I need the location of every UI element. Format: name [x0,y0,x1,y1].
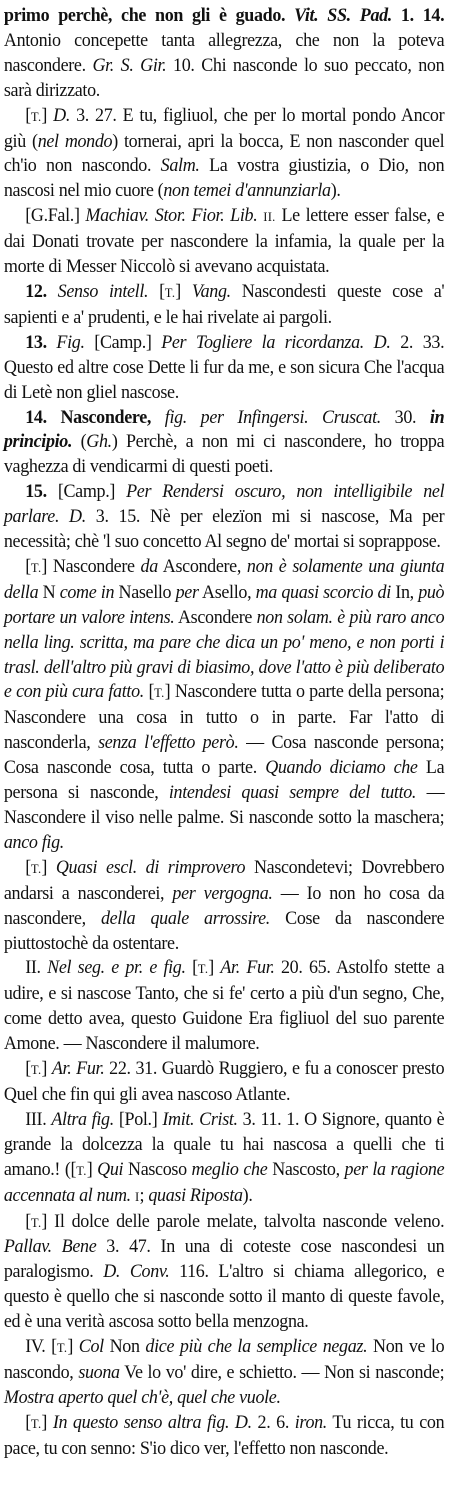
text-run: Ar. Fur. [220,957,275,979]
text-run: Non ve lo nascondo, [3,1336,445,1383]
text-run: 3. 47. In una di coteste cose nascondesi un paralogismo. [3,1236,445,1283]
text-run: senza l'effetto però. [98,732,239,754]
text-run: Antonio concepette tanta allegrezza, che non la poteva nascondere. [3,29,445,76]
text-run: ] [67,1336,79,1358]
text-run: Nascondetevi; Dovrebbero andarsi a nasconderei, [3,856,445,904]
text-run: [ [25,1411,31,1433]
entry-paragraph [4,331,444,406]
text-run: 116. L'altro si chiama allegorico, e questo è quello che si nasconde sotto il manto di queste favole, ed è una verità ascosa sotto bella menzogna. [3,1261,445,1333]
text-run: ma quasi scorcio di [255,581,391,603]
text-run: I [135,1188,140,1204]
text-run: III. [25,1108,52,1130]
text-run: ] [41,1058,52,1080]
text-run: Nasello [114,581,176,603]
entry-paragraph [4,4,444,104]
text-run: per [175,581,199,603]
text-run: [ [25,856,31,878]
text-run [59,506,69,527]
text-run: Ve lo vo' dire, e schietto. — Non si nasconde; [119,1361,445,1383]
text-run: [ [25,1058,31,1080]
text-run [364,332,374,353]
entry-paragraph [4,204,444,280]
text-run: Non [103,1336,146,1358]
text-run: T. [154,685,165,701]
text-run: ). [242,1184,253,1206]
text-run: T. [30,1062,42,1078]
text-run: intendesi quasi sempre del tutto. [168,782,417,804]
entry-paragraph [4,1335,444,1411]
entry-paragraph [4,956,444,1057]
text-run: D. Conv. [103,1261,170,1283]
text-run: D. [373,331,391,353]
entry-paragraph [4,406,444,481]
text-run: T. [30,1415,42,1431]
text-run: ] [41,856,56,878]
text-run: ) tornerai, apri la bocca, E non nasconder quel ch'io non nascondo. [3,130,445,177]
text-run: II. [263,209,276,225]
text-run: 3. 11. 1. O Signore, quanto è grande la dolcezza la quale tu hai nascosa a quelli che ti amano.! ([ [3,1108,445,1180]
text-run: Salm. [160,155,200,177]
text-run: La vostra giustizia, o Dio, non nascosi nel mio cuore ( [3,155,445,202]
text-run: Senso intell. [57,280,149,302]
text-run: Gr. S. Gir. [92,54,167,76]
text-run: 3. 15. Nè per elezïon mi si nascose, Ma per necessità; chè 'l suo concetto Al segno de' mortai si soprappose. [3,506,445,553]
text-run: fig. per Infingersi. Cruscat. [164,406,381,428]
text-run: Ascondere, [157,555,247,577]
entry-paragraph [4,280,444,331]
text-run: in principio. [3,406,445,453]
text-run: ] Nascondere [41,555,141,577]
text-run: ). [330,180,341,202]
text-run: ] [41,104,54,126]
text-run: — Io non ho cosa da nascondere, [3,882,445,929]
text-run: ] Nascondere tutta o parte della persona; Nascondere una cosa in tutto o in parte. Far l'atto di nasconderla, [3,681,445,754]
text-run: Ascondere [174,606,257,628]
text-run: Nascondesti queste cose a' sapienti e a' prudenti, e le hai rivelate ai pargoli. [3,280,445,328]
text-run: 10. Chi nasconde lo suo peccato, non sarà dirizzato. [3,54,445,101]
text-run: ] [41,1411,53,1433]
text-run: Ar. Fur. [51,1058,105,1080]
text-run: D. [234,1411,252,1433]
text-run: 1. [391,5,423,26]
entry-paragraph [4,104,444,205]
text-run: quasi Riposta [148,1184,243,1206]
text-run: ; [139,1184,149,1206]
text-run: Quando diciamo che [265,757,418,779]
text-run: Vang. [191,280,231,302]
text-run: Qui [97,1158,124,1180]
text-run: 15. [25,481,58,503]
entry-paragraph [4,1411,444,1462]
text-run: Machiav. Stor. Fior. Lib. [85,205,258,227]
text-run: non solam. è più raro anco nella ling. scritta, ma pare che dica un po' meno, e non porti i trasl. dell'altro più gravi di biasimo, dove l'atto è più deliberato e con più cura fatto. [3,606,445,703]
text-run: dice più che la semplice negaz. [145,1336,368,1358]
entry-paragraph [4,856,444,957]
text-run: [ [25,555,31,577]
text-run: può portare un valore intens. [3,581,445,628]
text-run: Le lettere esser false, e dai Donati trovate per nascondere la infamia, la quale per la morte di Messer Niccolò si avevano acquistata. [3,205,445,278]
text-run: [Camp.] [57,481,127,503]
text-run: Vit. SS. Pad. [294,5,392,26]
text-run: della quale arrossire. [100,907,270,929]
text-run: 12. [25,280,58,302]
text-run: 14. [422,5,445,26]
entry-paragraph [4,1108,444,1210]
text-run: In questo senso altra fig. [52,1411,230,1433]
text-run: primo perchè, che non gli è guado. [3,5,295,26]
text-run: ) Perchè, a non mi ci nascondere, ho troppa vaghezza di vendicarmi di questi poeti. [3,431,445,478]
text-run: Imit. Crist. [162,1108,238,1130]
text-run: ] [175,280,192,302]
text-run: [ [25,104,31,126]
text-run: — Cosa nasconde persona; Cosa nasconde cosa, tutta o parte. [3,732,445,779]
text-run: T. [30,1214,42,1230]
text-run: N [38,581,60,603]
text-run: Gh. [86,431,112,453]
text-run: T. [76,1162,87,1178]
text-run: 30. [380,406,430,428]
text-run: per vergogna. [172,882,273,904]
text-run: Pallav. Bene [3,1236,97,1258]
text-run: meglio che [191,1158,268,1180]
text-run: Per Togliere la ricordanza. [161,331,364,353]
text-run: iron. [294,1411,327,1433]
text-run: — Nascondere il viso nelle palme. Si nasconde sotto la maschera; [3,782,445,828]
text-run: T. [56,1340,68,1356]
text-run: La persona si nasconde, [3,757,445,804]
text-run: [ [143,681,155,703]
text-run: T. [197,961,209,977]
text-run: come in [59,581,115,603]
text-run: Cose da nascondere piuttostochè da ostentare. [3,907,445,954]
entry-paragraph [4,1210,444,1336]
text-run: 3. 27. E tu, figliuol, che per lo mortal pondo Ancor giù ( [3,104,445,152]
entry-paragraph [4,1057,444,1108]
text-run: [ [148,280,165,302]
text-run: Per Rendersi oscuro, non intelligibile nel parlare. [3,481,445,528]
text-run: T. [164,284,176,300]
text-run: In, [390,581,419,603]
text-run: IV. [ [25,1336,57,1358]
text-run: 14. Nascondere, [25,406,165,428]
entry-paragraph [4,480,444,555]
text-run: [ [25,1210,31,1232]
text-run: 13. [25,331,57,353]
text-run: T. [30,860,42,876]
text-run: suona [78,1361,120,1383]
text-run: Altra fig. [51,1108,114,1130]
text-run: 2. 33. Questo ed altre cose Dette li fur da me, e son sicura Che l'acqua di Letè non gliel nascose. [3,331,445,403]
text-run: II. [25,957,48,979]
text-run: [ [185,957,198,979]
text-run: Nascosto, [267,1158,345,1180]
text-run: [G.Fal.] [25,205,86,227]
text-run: per la ragione accennata al num. [3,1158,445,1206]
text-run: T. [30,559,42,575]
text-run: D. [53,104,71,126]
text-run: [Pol.] [113,1108,163,1130]
text-run: non è solamente una giunta della [3,555,445,603]
text-run: Asello, [198,581,256,603]
text-run: D. [69,506,86,528]
text-run: ( [72,431,87,453]
text-run: Quasi escl. di rimprovero [55,856,246,878]
text-run: ] [86,1158,98,1180]
text-run: Nascoso [123,1158,192,1180]
text-run: 20. 65. Astolfo stette a udire, e si nascose Tanto, che si fe' certo a più d'un segno, Che, come detto avea, questo Guidone Era figliuol del suo parente Amone. — Nascondere il malumore. [3,957,445,1055]
entry-paragraph [4,555,444,856]
text-run: Nel seg. e pr. e fig. [47,957,186,979]
text-run: anco fig. [3,831,64,853]
text-run: [Camp.] [84,331,162,353]
text-run: non temei d'annunziarla [163,180,331,202]
text-run: da [140,555,158,577]
text-run: 22. 31. Guardò Ruggiero, e fu a conoscer presto Quel che fin qui gli avea nascoso Atlante. [3,1058,445,1105]
text-run: T. [30,108,42,124]
text-run: ] [208,957,221,979]
text-run: Tu ricca, tu con pace, tu con senno: S'io dico ver, l'effetto non nasconde. [3,1411,445,1459]
text-run: Mostra aperto quel ch'è, quel che vuole. [3,1386,281,1408]
text-run: 2. 6. [251,1411,295,1433]
text-run: Fig. [56,331,85,353]
text-run: nel mondo [37,130,113,152]
text-run: Col [78,1336,104,1358]
text-run: ] Il dolce delle parole melate, talvolta nasconde veleno. [41,1210,445,1232]
